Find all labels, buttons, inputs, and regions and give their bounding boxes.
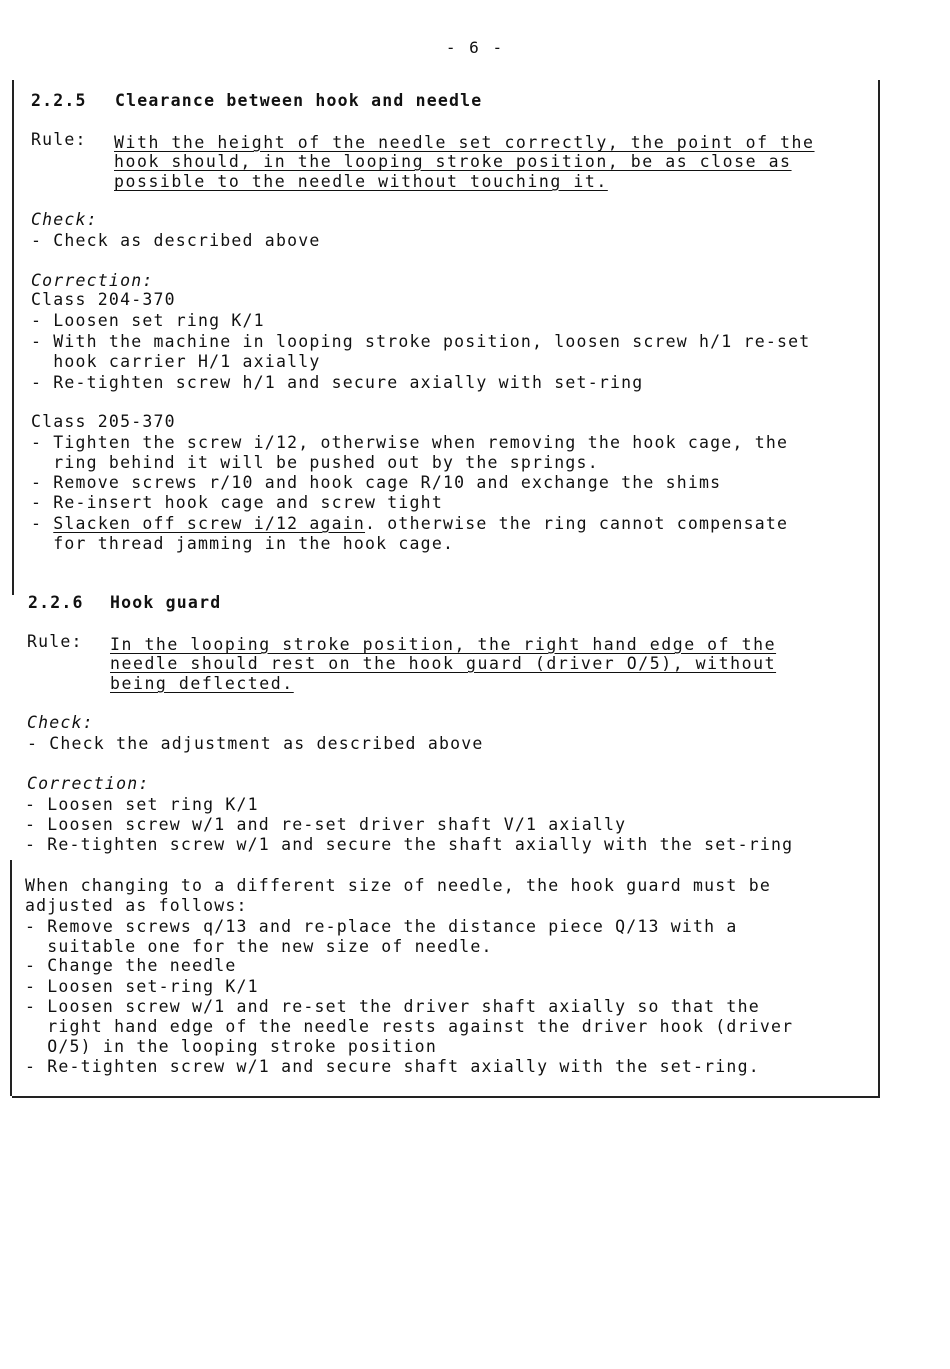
check-225-item: - Check as described above [31,231,321,250]
check-225-label: Check: [31,210,98,229]
slacken-off-rest: . otherwise the ring cannot compensate [365,514,789,533]
rule-225-line: possible to the needle without touching it. [114,172,608,191]
correction-226-item: - Loosen set ring K/1 [25,795,259,814]
needle-change-line: - Loosen set-ring K/1 [25,977,259,996]
section-226-title: Hook guard [110,593,222,612]
rule-225-line: With the height of the needle set correctly, the point of the [114,133,815,152]
rule-225-label: Rule: [31,130,87,149]
class-205-370: Class 205-370 [31,412,176,431]
correction-225-item: - Slacken off screw i/12 again. otherwise the ring cannot compensate [31,514,789,533]
frame-left-top [12,80,14,595]
check-226-label: Check: [27,713,94,732]
needle-change-line: suitable one for the new size of needle. [25,937,493,956]
frame-left-bottom [10,860,12,1096]
correction-225-item: for thread jamming in the hook cage. [31,534,455,553]
correction-225-item: - With the machine in looping stroke position, loosen screw h/1 re-set [31,332,811,351]
correction-226-label: Correction: [27,774,150,793]
rule-226-line: needle should rest on the hook guard (driver O/5), without [110,654,777,673]
needle-change-line: - Loosen screw w/1 and re-set the driver shaft axially so that the [25,997,760,1016]
page-number: - 6 - [445,38,505,57]
section-226-number: 2.2.6 [28,593,84,612]
needle-change-line: When changing to a different size of needle, the hook guard must be [25,876,771,895]
section-225-title: Clearance between hook and needle [115,91,483,110]
correction-225-item: - Remove screws r/10 and hook cage R/10 and exchange the shims [31,473,722,492]
correction-226-item: - Re-tighten screw w/1 and secure the shaft axially with the set-ring [25,835,794,854]
rule-226-line: In the looping stroke position, the right hand edge of the [110,635,777,654]
correction-225-item: - Re-insert hook cage and screw tight [31,493,443,512]
rule-226-label: Rule: [27,632,83,651]
check-226-item: - Check the adjustment as described above [27,734,484,753]
correction-225-item: - Tighten the screw i/12, otherwise when removing the hook cage, the [31,433,789,452]
section-225-number: 2.2.5 [31,91,87,110]
slacken-off-text: Slacken off screw i/12 again [53,514,366,533]
correction-225-item: ring behind it will be pushed out by the springs. [31,453,599,472]
correction-225-item: hook carrier H/1 axially [31,352,321,371]
needle-change-line: - Remove screws q/13 and re-place the distance piece Q/13 with a [25,917,738,936]
class-204-370: Class 204-370 [31,290,176,309]
correction-225-item: - Re-tighten screw h/1 and secure axially with set-ring [31,373,644,392]
rule-225-line: hook should, in the looping stroke position, be as close as [114,152,792,171]
correction-225-label: Correction: [31,271,154,290]
needle-change-line: - Re-tighten screw w/1 and secure shaft axially with the set-ring. [25,1057,760,1076]
correction-225-item: - Loosen set ring K/1 [31,311,265,330]
correction-226-item: - Loosen screw w/1 and re-set driver shaft V/1 axially [25,815,627,834]
rule-226-line: being deflected. [110,674,294,693]
needle-change-line: O/5) in the looping stroke position [25,1037,437,1056]
needle-change-line: adjusted as follows: [25,896,248,915]
needle-change-line: - Change the needle [25,956,237,975]
needle-change-line: right hand edge of the needle rests against the driver hook (driver [25,1017,794,1036]
